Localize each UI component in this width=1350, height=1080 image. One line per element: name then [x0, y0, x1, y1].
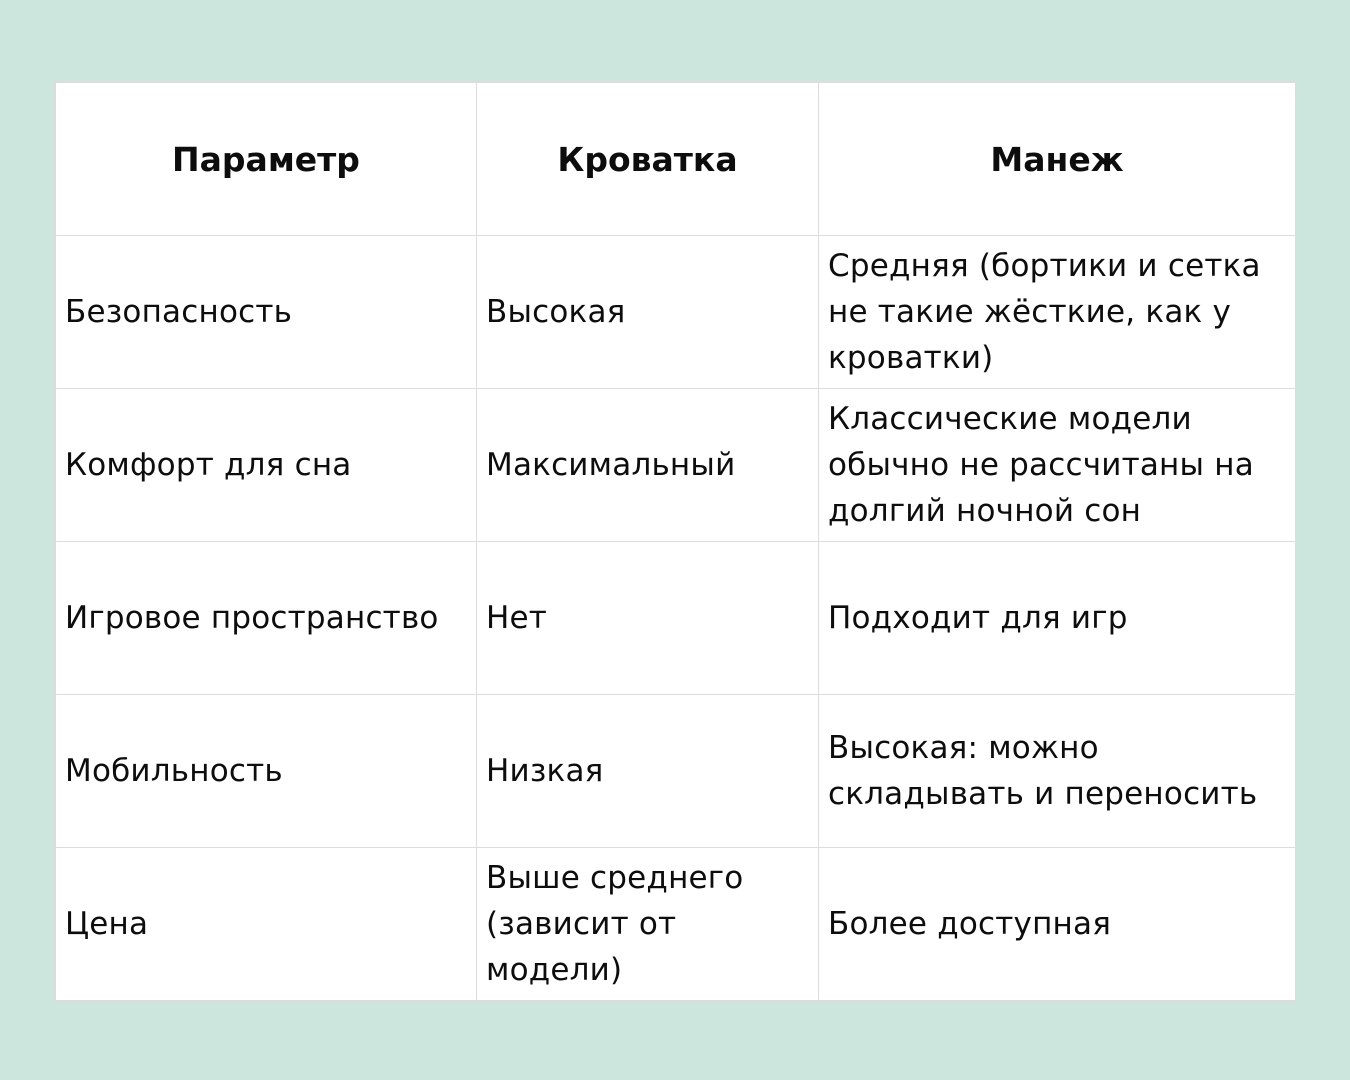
- row-comfort-parameter: Комфорт для сна: [56, 389, 477, 542]
- row-price-crib: Выше среднего (зависит от модели): [477, 848, 819, 1001]
- header-crib: Кроватка: [477, 83, 819, 236]
- row-play-space-parameter: Игровое пространство: [56, 542, 477, 695]
- table-header-row: [56, 83, 1296, 236]
- table-row: [56, 542, 1296, 695]
- row-price-playpen: Более доступная: [819, 848, 1296, 1001]
- row-safety-crib: Высокая: [477, 236, 819, 389]
- row-price-parameter: Цена: [56, 848, 477, 1001]
- row-safety-parameter: Безопасность: [56, 236, 477, 389]
- table-row: [56, 389, 1296, 542]
- row-play-space-crib: Нет: [477, 542, 819, 695]
- row-comfort-playpen: Классические модели обычно не рассчитаны на долгий ночной сон: [819, 389, 1296, 542]
- row-mobility-parameter: Мобильность: [56, 695, 477, 848]
- row-comfort-crib: Максимальный: [477, 389, 819, 542]
- header-playpen: Манеж: [819, 83, 1296, 236]
- comparison-table: [55, 82, 1296, 1001]
- row-mobility-crib: Низкая: [477, 695, 819, 848]
- row-mobility-playpen: Высокая: можно складывать и переносить: [819, 695, 1296, 848]
- table-row: [56, 236, 1296, 389]
- table-row: [56, 848, 1296, 1001]
- row-play-space-playpen: Подходит для игр: [819, 542, 1296, 695]
- header-parameter: Параметр: [56, 83, 477, 236]
- comparison-table-container: [54, 81, 1296, 1002]
- row-safety-playpen: Средняя (бортики и сетка не такие жёсткие, как у кроватки): [819, 236, 1296, 389]
- table-row: [56, 695, 1296, 848]
